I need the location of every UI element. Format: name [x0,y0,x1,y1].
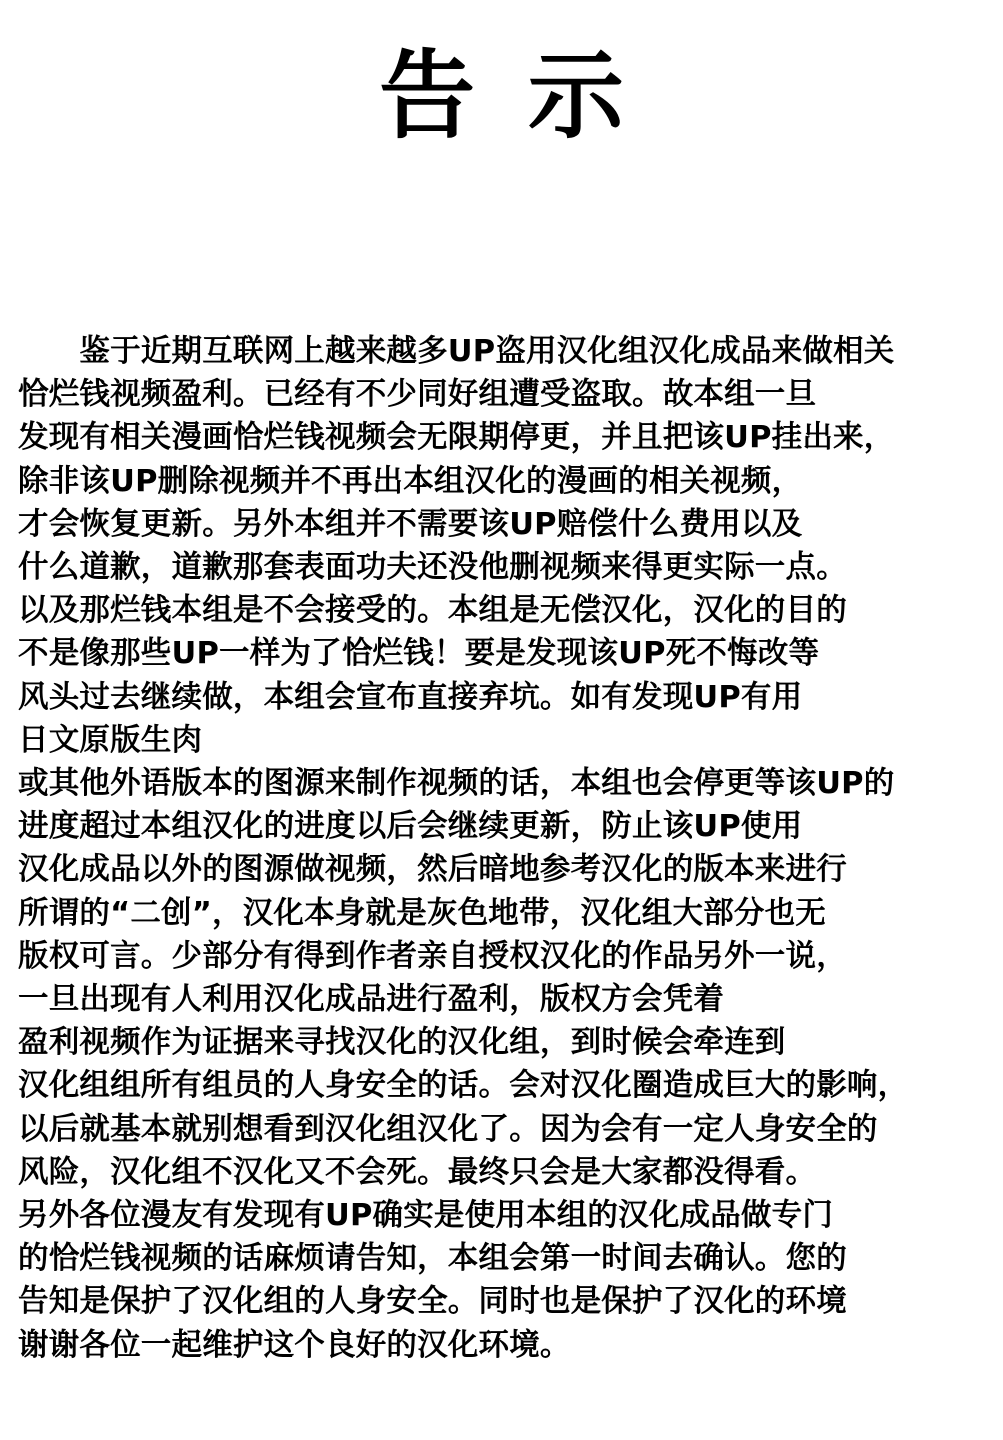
notice-line: 才会恢复更新。另外本组并不需要该UP赔偿什么费用以及 [18,506,803,542]
notice-line: 的恰烂钱视频的话麻烦请告知，本组会第一时间去确认。您的 [18,1241,847,1277]
page-title: 告示 [379,40,677,152]
notice-body [18,330,990,1367]
notice-line: 日文原版生肉 [18,722,203,758]
notice-line: 所谓的“二创”，汉化本身就是灰色地带，汉化组大部分也无 [18,895,826,931]
notice-line: 另外各位漫友有发现有UP确实是使用本组的汉化成品做专门 [18,1198,834,1234]
notice-line: 风险，汉化组不汉化又不会死。最终只会是大家都没得看。 [18,1154,817,1190]
notice-line: 不是像那些UP一样为了恰烂钱！要是发现该UP死不悔改等 [18,636,820,672]
notice-line: 告知是保护了汉化组的人身安全。同时也是保护了汉化的环境 [18,1284,847,1320]
notice-line: 以后就基本就别想看到汉化组汉化了。因为会有一定人身安全的 [18,1111,878,1147]
notice-line: 盈利视频作为证据来寻找汉化的汉化组，到时候会牵连到 [18,1025,786,1061]
notice-line: 进度超过本组汉化的进度以后会继续更新，防止该UP使用 [18,809,803,845]
notice-line: 一旦出现有人利用汉化成品进行盈利，版权方会凭着 [18,982,725,1018]
notice-line: 汉化组组所有组员的人身安全的话。会对汉化圈造成巨大的影响， [18,1068,909,1104]
notice-line: 风头过去继续做，本组会宣布直接弃坑。如有发现UP有用 [18,679,803,715]
notice-line: 恰烂钱视频盈利。已经有不少同好组遭受盗取。故本组一旦 [18,377,817,413]
notice-line: 发现有相关漫画恰烂钱视频会无限期停更，并且把该UP挂出来， [18,420,895,456]
notice-line: 版权可言。少部分有得到作者亲自授权汉化的作品另外一说， [18,938,847,974]
notice-line: 什么道歉，道歉那套表面功夫还没他删视频来得更实际一点。 [18,550,847,586]
notice-line: 鉴于近期互联网上越来越多UP盗用汉化组汉化成品来做相关 [18,334,895,369]
notice-line: 或其他外语版本的图源来制作视频的话，本组也会停更等该UP的 [18,766,895,802]
notice-line: 除非该UP删除视频并不再出本组汉化的漫画的相关视频， [18,463,803,499]
notice-line: 谢谢各位一起维护这个良好的汉化环境。 [18,1327,571,1363]
notice-line: 以及那烂钱本组是不会接受的。本组是无偿汉化，汉化的目的 [18,593,847,629]
notice-line: 汉化成品以外的图源做视频，然后暗地参考汉化的版本来进行 [18,852,847,888]
